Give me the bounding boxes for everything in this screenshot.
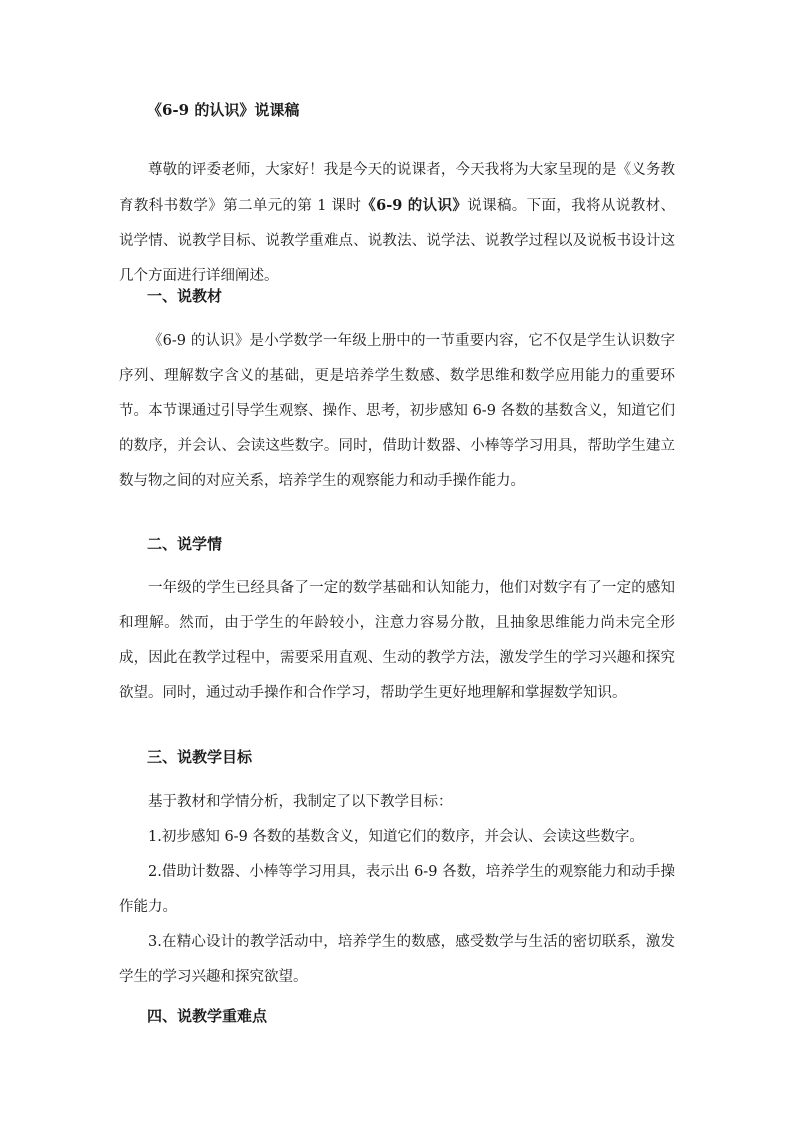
document-title: 《6-9 的认识》说课稿	[147, 101, 300, 119]
intro-course-title: 《6-9 的认识》	[361, 197, 468, 214]
intro-paragraph	[119, 153, 675, 294]
section-heading-textbook: 一、说教材	[147, 287, 223, 305]
objective-item-3: 3.在精心设计的教学活动中，培养学生的数感，感受数学与生活的密切联系，激发学生的学习兴趣和探究欲望。	[119, 934, 675, 985]
objectives-lead: 基于教材和学情分析，我制定了以下教学目标：	[148, 794, 453, 810]
section-heading-students: 二、说学情	[147, 535, 223, 553]
section-heading-key-points: 四、说教学重难点	[147, 1007, 268, 1025]
section-text-students: 一年级的学生已经具备了一定的数学基础和认知能力，他们对数字有了一定的感知和理解。然而，由于学生的年龄较小，注意力容易分散，且抽象思维能力尚未完全形成，因此在教学过程中，需要采用直观、生动的教学方法，激发学生的学习兴趣和探究欲望。同时，通过动手操作和合作学习，帮助学生更好地理解和掌握数学知识。	[119, 580, 675, 701]
section-text-textbook: 《6-9 的认识》是小学数学一年级上册中的一节重要内容，它不仅是学生认识数字序列、理解数字含义的基础，更是培养学生数感、数学思维和数学应用能力的重要环节。本节课通过引导学生观察、操作、思考，初步感知 6-9 各数的基数含义，知道它们的数序，并会认、会读这些数字。同时，借助计数器、小棒等学习用具，帮助学生建立数与物之间的对应关系，培养学生的观察能力和动手操作能力。	[119, 333, 675, 489]
section-heading-objectives: 三、说教学目标	[147, 748, 253, 766]
objective-item-2: 2.借助计数器、小棒等学习用具，表示出 6-9 各数，培养学生的观察能力和动手操作能力。	[119, 864, 675, 915]
intro-text-part1: 尊敬的评委老师，大家好！我是今天的说课者，今天我将为大家呈现的是《义务教育教科书数学》第二单元的第 1 课时	[119, 162, 675, 214]
intro-text-part2: 说课稿。下面，我将从说教材、说学情、说教学目标、说教学重难点、说教法、说学法、说教学过程以及说板书设计这几个方面进行详细阐述。	[119, 198, 676, 284]
objective-item-1: 1.初步感知 6-9 各数的基数含义，知道它们的数序，并会认、会读这些数字。	[148, 829, 644, 845]
